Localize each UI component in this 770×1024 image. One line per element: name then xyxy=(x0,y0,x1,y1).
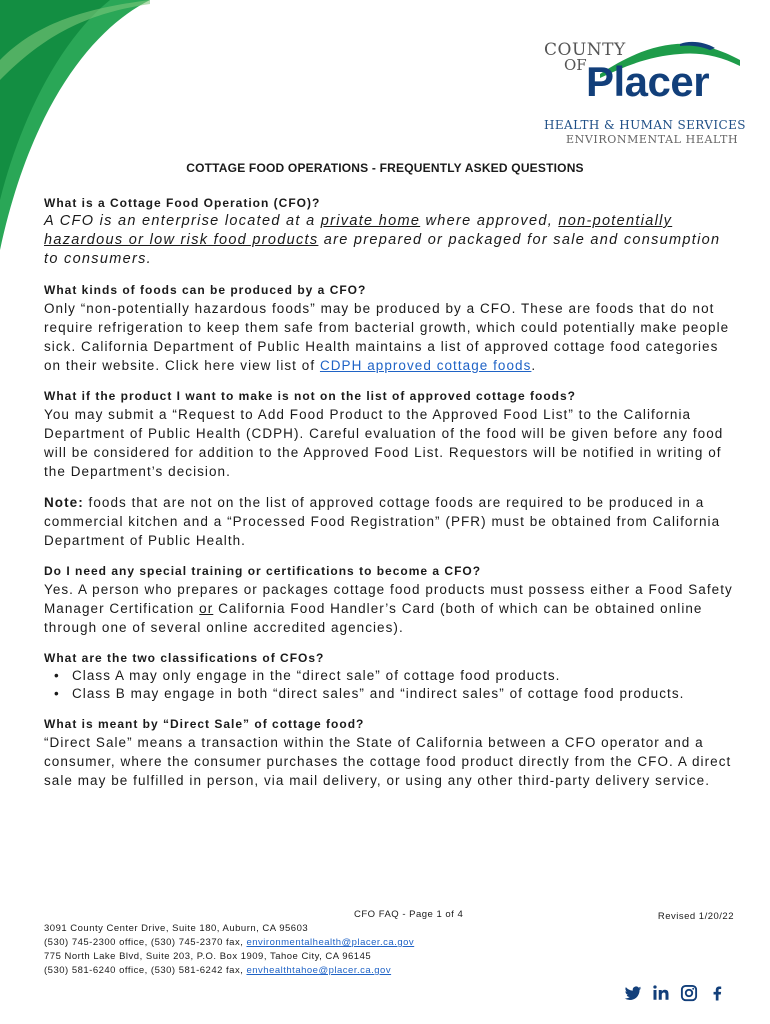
faq-question-foods: What kinds of foods can be produced by a CFO? xyxy=(44,283,367,297)
cdph-approved-foods-link[interactable]: CDPH approved cottage foods xyxy=(319,358,532,373)
faq-question-training: Do I need any special training or certifications to become a CFO? xyxy=(44,564,482,578)
social-links xyxy=(624,982,726,1004)
underlined-text: private home xyxy=(320,213,421,229)
answer-text: Only “non-potentially hazardous foods” may be produced by a CFO. These are foods that do not require refrigeration to keep them safe from bacterial growth, which could potentially make people sick. California Department of Public Health maintains a list of approved cottage food categories on their website. Click here view list of xyxy=(44,301,730,373)
facebook-icon[interactable] xyxy=(708,984,726,1002)
underlined-text: or xyxy=(199,601,214,616)
faq-question-classifications: What are the two classifications of CFOs? xyxy=(44,651,325,665)
note-text: foods that are not on the list of approved cottage foods are required to be produced in a commercial kitchen and a “Processed Food Registration” (PFR) must be obtained from California Department of Public Health. xyxy=(44,495,721,548)
underlined-text: non-potentially hazardous or low risk food products xyxy=(44,213,673,248)
email-auburn-link[interactable]: environmentalhealth@placer.ca.gov xyxy=(246,937,415,948)
answer-text: California Food Handler’s Card (both of which can be obtained online through one of several online accredited agencies). xyxy=(44,601,703,635)
classification-list xyxy=(44,667,734,703)
faq-question-direct-sale: What is meant by “Direct Sale” of cottage food? xyxy=(44,717,365,731)
logo-division-text: HEALTH & HUMAN SERVICES xyxy=(544,118,746,132)
faq-answer-not-on-list: You may submit a “Request to Add Food Product to the Approved Food List” to the California Department of Public Health (CDPH). Careful evaluation of the food will be given before any food will be considered for addition to the Approved Food List. Requestors will be notified in writing of the Department’s decision. xyxy=(44,407,724,479)
answer-text: where approved, xyxy=(420,213,559,229)
answer-text: Yes. A person who prepares or packages cottage food products must possess either a Food Safety Manager Certification xyxy=(44,582,733,616)
phone-auburn xyxy=(44,936,414,950)
revision-date: Revised 1/20/22 xyxy=(657,911,734,922)
page-number: CFO FAQ - Page 1 of 4 xyxy=(354,909,464,920)
county-of-placer-logo xyxy=(530,36,746,146)
list-item: • Class A may only engage in the “direct sale” of cottage food products. xyxy=(72,667,734,685)
email-tahoe-link[interactable]: envhealthtahoe@placer.ca.gov xyxy=(246,965,392,976)
list-item: • Class B may engage in both “direct sales” and “indirect sales” of cottage food products. xyxy=(72,685,734,703)
address-tahoe: 775 North Lake Blvd, Suite 203, P.O. Box 1909, Tahoe City, CA 96145 xyxy=(44,951,372,962)
logo-department-text: ENVIRONMENTAL HEALTH xyxy=(566,133,739,146)
address-auburn: 3091 County Center Drive, Suite 180, Auburn, CA 95603 xyxy=(44,923,309,934)
answer-text: A CFO is an enterprise located at a xyxy=(44,213,321,229)
instagram-icon[interactable] xyxy=(680,984,698,1002)
linkedin-icon[interactable] xyxy=(652,984,670,1002)
phone-tahoe xyxy=(44,964,414,978)
logo-of-text: OF xyxy=(564,56,587,74)
answer-text: are prepared or packaged for sale and consumption to consumers. xyxy=(44,232,721,267)
document-title: COTTAGE FOOD OPERATIONS - FREQUENTLY ASKED QUESTIONS xyxy=(186,161,584,175)
faq-answer-direct-sale: “Direct Sale” means a transaction within the State of California between a CFO operator and a consumer, where the consumer purchases the cottage food product directly from the CFO. A direct sale may be fulfilled in person, via mail delivery, or using any other third-party delivery service. xyxy=(44,735,732,788)
answer-text: . xyxy=(531,358,537,373)
note-label: Note: xyxy=(44,495,84,510)
contact-address xyxy=(44,922,414,978)
phone-text: (530) 745-2300 office, (530) 745-2370 fax, xyxy=(44,937,247,948)
faq-answer-training xyxy=(44,580,734,637)
phone-text: (530) 581-6240 office, (530) 581-6242 fax, xyxy=(44,965,247,976)
faq-answer-cfo-definition xyxy=(44,212,734,269)
twitter-icon[interactable] xyxy=(624,984,642,1002)
logo-placer-text: Placer xyxy=(586,58,710,105)
faq-question-not-on-list: What if the product I want to make is not on the list of approved cottage foods? xyxy=(44,389,577,403)
faq-question-cfo-definition: What is a Cottage Food Operation (CFO)? xyxy=(44,196,321,210)
faq-answer-foods xyxy=(44,299,734,375)
logo-county-text: COUNTY xyxy=(544,40,626,60)
faq-content xyxy=(44,194,734,790)
note-paragraph xyxy=(44,493,734,550)
